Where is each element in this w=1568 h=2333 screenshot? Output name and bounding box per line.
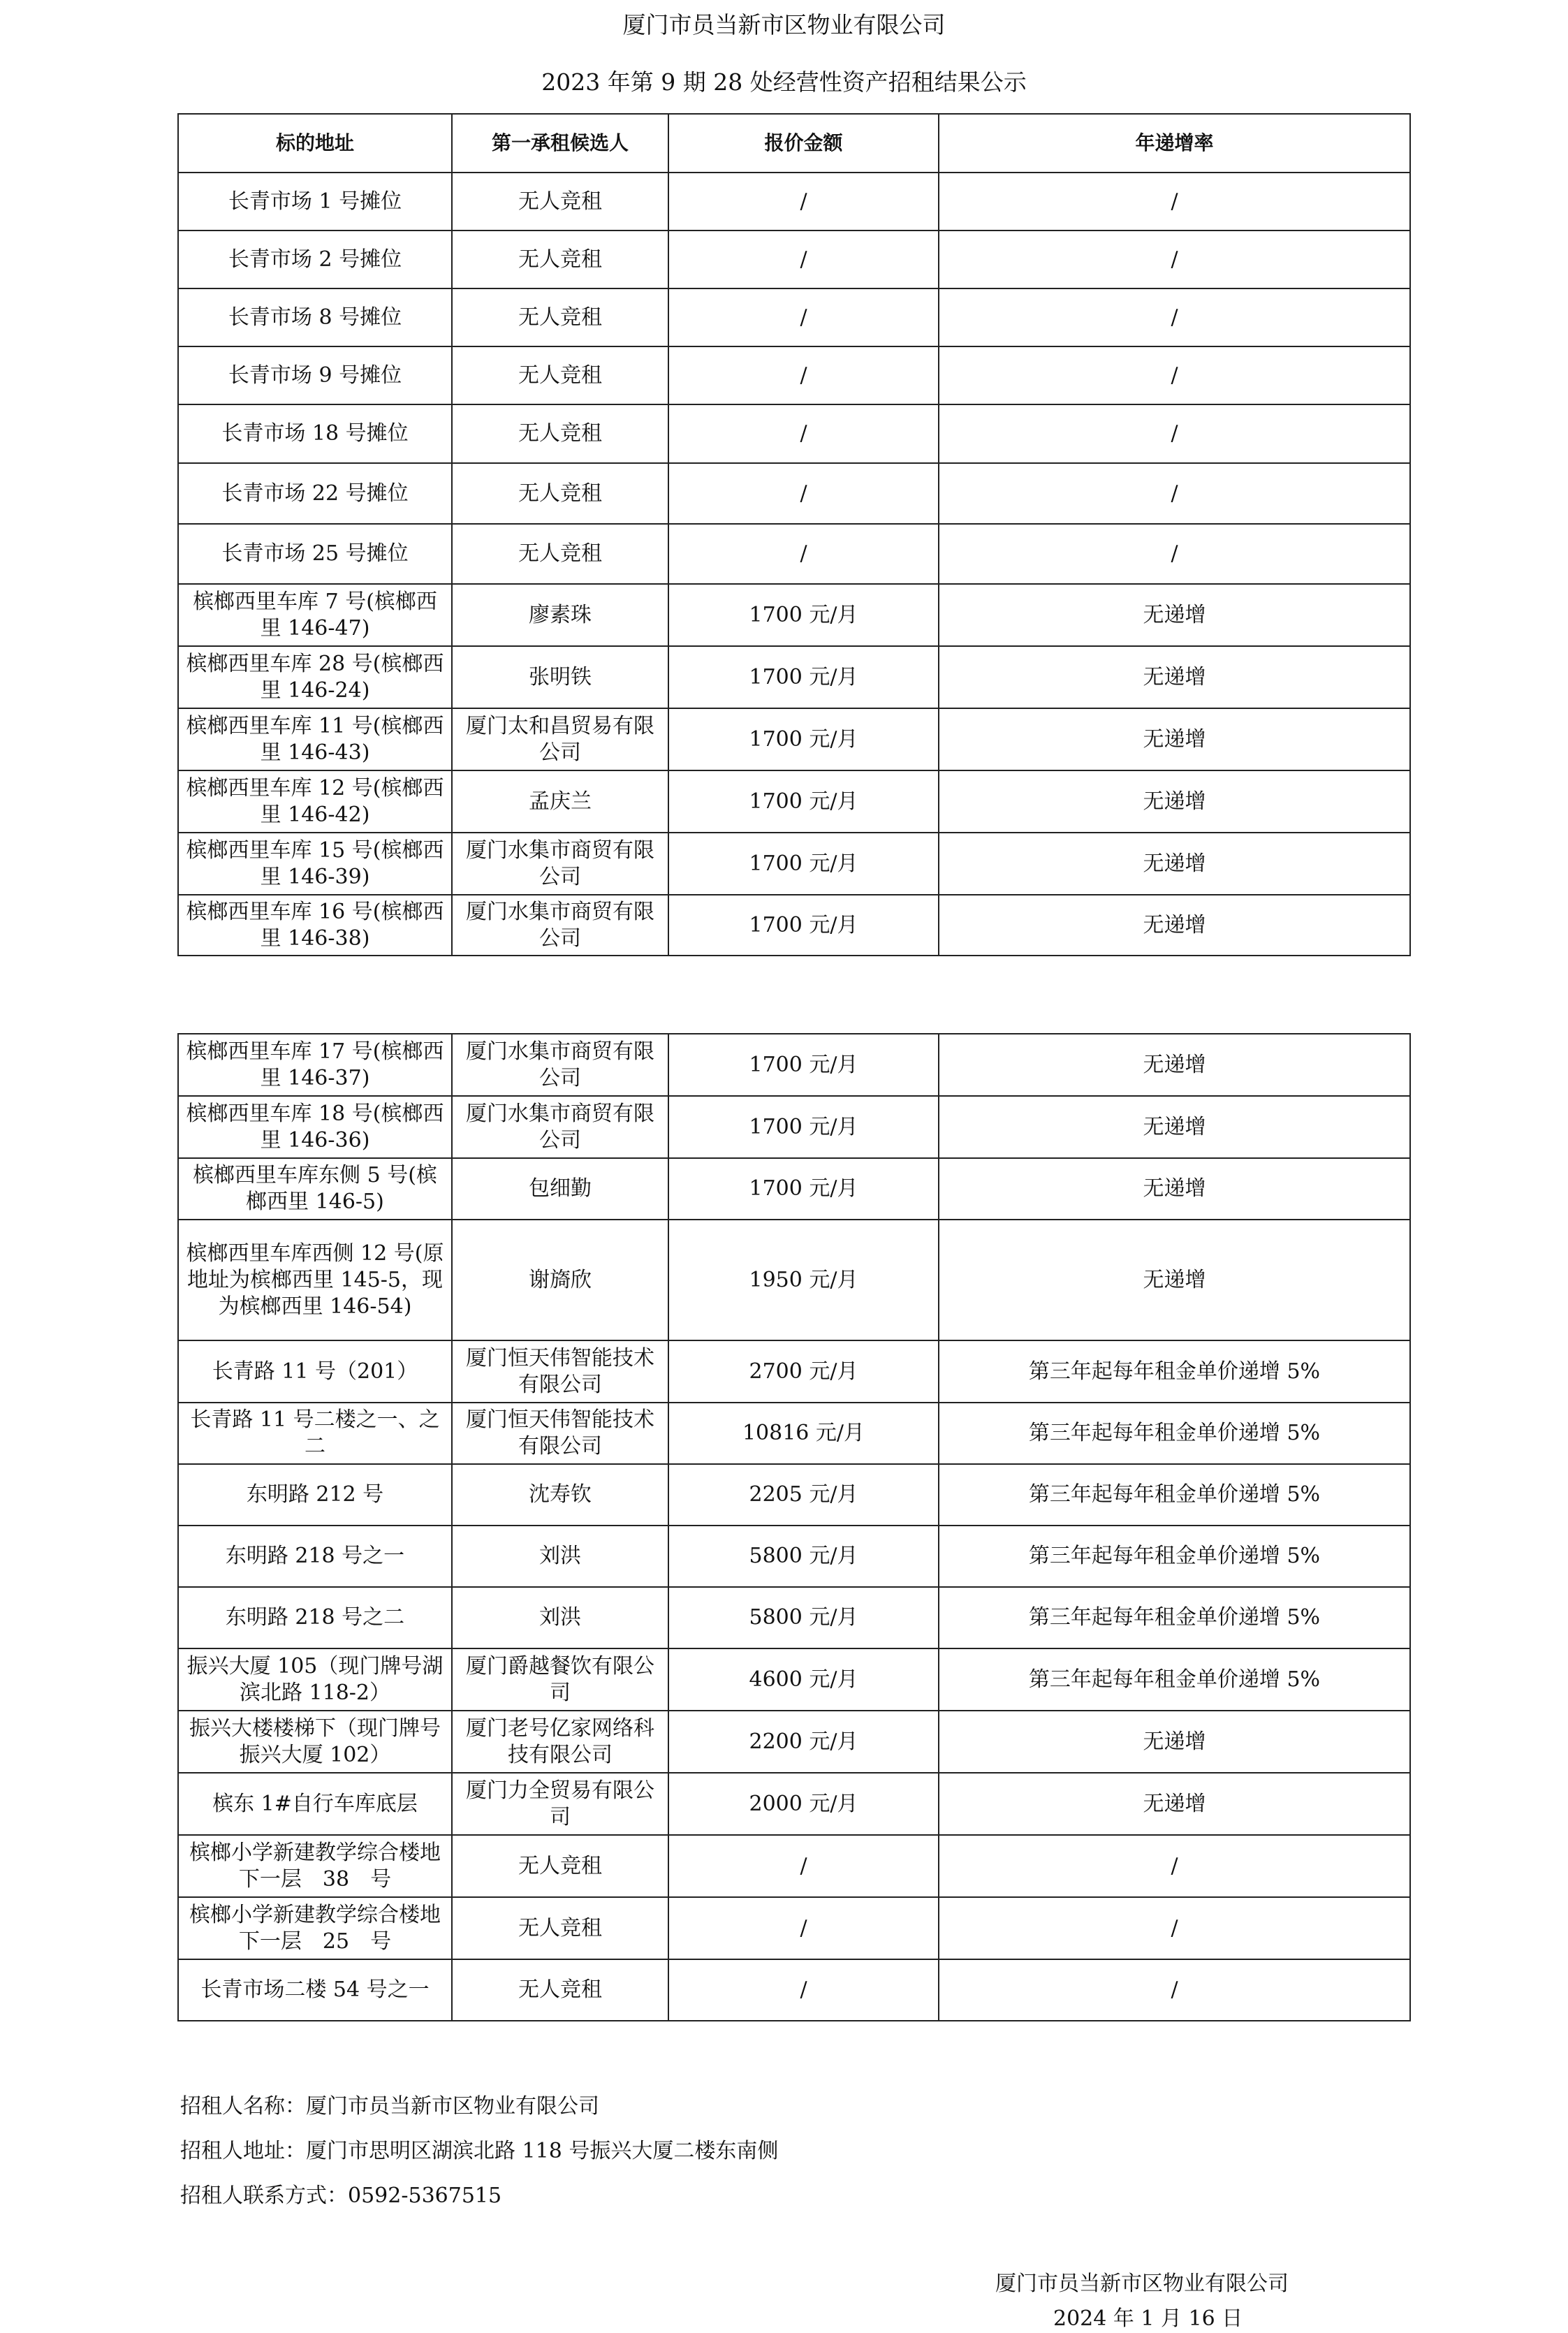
cell-price: /: [668, 1835, 939, 1897]
cell-candidate: 包细勤: [452, 1158, 668, 1220]
header-growth-rate: 年递增率: [939, 114, 1410, 173]
table-row: [178, 463, 1410, 524]
cell-candidate: 孟庆兰: [452, 770, 668, 833]
cell-address: 长青路 11 号（201）: [178, 1340, 452, 1403]
table-row: [178, 1403, 1410, 1464]
cell-candidate: 无人竞租: [452, 1959, 668, 2021]
table-row: [178, 288, 1410, 346]
table-row: [178, 1587, 1410, 1648]
table-row: [178, 1773, 1410, 1835]
cell-address: 长青路 11 号二楼之一、之二: [178, 1403, 452, 1464]
table-row: [178, 1464, 1410, 1526]
cell-growth-rate: /: [939, 524, 1410, 584]
cell-candidate: 无人竞租: [452, 173, 668, 231]
cell-price: /: [668, 524, 939, 584]
cell-growth-rate: /: [939, 404, 1410, 463]
cell-price: 5800 元/月: [668, 1587, 939, 1648]
table-row: [178, 1648, 1410, 1711]
table-row: [178, 770, 1410, 833]
cell-address: 东明路 212 号: [178, 1464, 452, 1526]
cell-address: 长青市场 1 号摊位: [178, 173, 452, 231]
cell-growth-rate: 无递增: [939, 1711, 1410, 1773]
cell-address: 东明路 218 号之二: [178, 1587, 452, 1648]
cell-price: 1700 元/月: [668, 708, 939, 770]
cell-growth-rate: /: [939, 463, 1410, 524]
table-row: [178, 1340, 1410, 1403]
cell-candidate: 无人竞租: [452, 404, 668, 463]
table-row: [178, 1711, 1410, 1773]
document-subtitle: 2023 年第 9 期 28 处经营性资产招租结果公示: [541, 68, 1027, 96]
cell-candidate: 厦门恒天伟智能技术有限公司: [452, 1340, 668, 1403]
cell-address: 长青市场 22 号摊位: [178, 463, 452, 524]
table-row: [178, 231, 1410, 288]
cell-candidate: 厦门恒天伟智能技术有限公司: [452, 1403, 668, 1464]
table-row: [178, 1096, 1410, 1158]
table-row: [178, 1897, 1410, 1959]
table-row: [178, 584, 1410, 646]
table-row: [178, 173, 1410, 231]
table-row: [178, 1034, 1410, 1096]
cell-address: 东明路 218 号之一: [178, 1526, 452, 1587]
cell-address: 槟榔西里车库 11 号(槟榔西里 146-43): [178, 708, 452, 770]
cell-price: /: [668, 173, 939, 231]
lessor-address: 招租人地址：厦门市思明区湖滨北路 118 号振兴大厦二楼东南侧: [180, 2139, 779, 2163]
cell-growth-rate: /: [939, 346, 1410, 404]
cell-price: /: [668, 404, 939, 463]
cell-growth-rate: 第三年起每年租金单价递增 5%: [939, 1340, 1410, 1403]
lessor-name: 招租人名称：厦门市员当新市区物业有限公司: [180, 2094, 599, 2119]
cell-address: 槟榔西里车库 16 号(槟榔西里 146-38): [178, 895, 452, 956]
cell-growth-rate: 第三年起每年租金单价递增 5%: [939, 1464, 1410, 1526]
header-price: 报价金额: [668, 114, 939, 173]
cell-growth-rate: 无递增: [939, 646, 1410, 708]
cell-address: 槟榔西里车库 18 号(槟榔西里 146-36): [178, 1096, 452, 1158]
cell-growth-rate: 第三年起每年租金单价递增 5%: [939, 1526, 1410, 1587]
cell-candidate: 厦门爵越餐饮有限公司: [452, 1648, 668, 1711]
cell-candidate: 无人竞租: [452, 346, 668, 404]
cell-candidate: 厦门力全贸易有限公司: [452, 1773, 668, 1835]
cell-candidate: 厦门太和昌贸易有限公司: [452, 708, 668, 770]
cell-price: /: [668, 346, 939, 404]
lessor-contact: 招租人联系方式：0592-5367515: [180, 2184, 502, 2208]
cell-candidate: 无人竞租: [452, 463, 668, 524]
cell-candidate: 无人竞租: [452, 1897, 668, 1959]
cell-growth-rate: /: [939, 1835, 1410, 1897]
cell-address: 槟榔西里车库东侧 5 号(槟榔西里 146-5): [178, 1158, 452, 1220]
cell-price: /: [668, 1959, 939, 2021]
cell-growth-rate: /: [939, 173, 1410, 231]
signature-company: 厦门市员当新市区物业有限公司: [995, 2272, 1289, 2296]
cell-growth-rate: /: [939, 1959, 1410, 2021]
cell-price: 5800 元/月: [668, 1526, 939, 1587]
cell-candidate: 谢旖欣: [452, 1220, 668, 1340]
cell-growth-rate: 无递增: [939, 1096, 1410, 1158]
cell-address: 槟榔西里车库 15 号(槟榔西里 146-39): [178, 833, 452, 895]
cell-candidate: 廖素珠: [452, 584, 668, 646]
cell-price: 1700 元/月: [668, 895, 939, 956]
table-row: [178, 346, 1410, 404]
table-row: [178, 404, 1410, 463]
table-row: [178, 646, 1410, 708]
cell-price: 1700 元/月: [668, 1096, 939, 1158]
table-row: [178, 708, 1410, 770]
table-body-page-2: [178, 1034, 1410, 2021]
cell-price: 2200 元/月: [668, 1711, 939, 1773]
table-row: [178, 1835, 1410, 1897]
cell-growth-rate: /: [939, 288, 1410, 346]
cell-address: 长青市场 9 号摊位: [178, 346, 452, 404]
cell-growth-rate: 无递增: [939, 1034, 1410, 1096]
cell-address: 槟榔西里车库西侧 12 号(原地址为槟榔西里 145-5，现为槟榔西里 146-54): [178, 1220, 452, 1340]
cell-candidate: 厦门老号亿家网络科技有限公司: [452, 1711, 668, 1773]
cell-address: 槟榔西里车库 12 号(槟榔西里 146-42): [178, 770, 452, 833]
cell-address: 槟东 1#自行车库底层: [178, 1773, 452, 1835]
cell-price: /: [668, 463, 939, 524]
cell-growth-rate: 第三年起每年租金单价递增 5%: [939, 1587, 1410, 1648]
cell-address: 长青市场二楼 54 号之一: [178, 1959, 452, 2021]
cell-address: 槟榔小学新建教学综合楼地下一层 25 号: [178, 1897, 452, 1959]
signature-date: 2024 年 1 月 16 日: [1053, 2306, 1243, 2331]
cell-candidate: 无人竞租: [452, 1835, 668, 1897]
cell-address: 振兴大楼楼梯下（现门牌号 振兴大厦 102）: [178, 1711, 452, 1773]
header-candidate: 第一承租候选人: [452, 114, 668, 173]
cell-address: 槟榔西里车库 17 号(槟榔西里 146-37): [178, 1034, 452, 1096]
table-row: [178, 895, 1410, 956]
cell-candidate: 无人竞租: [452, 524, 668, 584]
cell-price: 1700 元/月: [668, 646, 939, 708]
cell-candidate: 厦门水集市商贸有限公司: [452, 1034, 668, 1096]
cell-address: 振兴大厦 105（现门牌号湖滨北路 118-2）: [178, 1648, 452, 1711]
results-table-page-1: [177, 113, 1411, 956]
cell-growth-rate: 无递增: [939, 895, 1410, 956]
cell-growth-rate: 无递增: [939, 1158, 1410, 1220]
cell-candidate: 厦门水集市商贸有限公司: [452, 1096, 668, 1158]
cell-address: 槟榔小学新建教学综合楼地下一层 38 号: [178, 1835, 452, 1897]
cell-address: 长青市场 18 号摊位: [178, 404, 452, 463]
cell-address: 槟榔西里车库 7 号(槟榔西里 146-47): [178, 584, 452, 646]
cell-candidate: 无人竞租: [452, 288, 668, 346]
cell-price: 1700 元/月: [668, 833, 939, 895]
cell-price: 1700 元/月: [668, 1158, 939, 1220]
cell-price: 4600 元/月: [668, 1648, 939, 1711]
table-row: [178, 1526, 1410, 1587]
cell-growth-rate: 无递增: [939, 1220, 1410, 1340]
cell-price: 10816 元/月: [668, 1403, 939, 1464]
cell-candidate: 无人竞租: [452, 231, 668, 288]
cell-address: 长青市场 25 号摊位: [178, 524, 452, 584]
cell-address: 长青市场 8 号摊位: [178, 288, 452, 346]
cell-candidate: 刘洪: [452, 1526, 668, 1587]
cell-price: 2205 元/月: [668, 1464, 939, 1526]
table-row: [178, 1158, 1410, 1220]
table-body-page-1: [178, 173, 1410, 956]
cell-price: 2700 元/月: [668, 1340, 939, 1403]
cell-growth-rate: /: [939, 1897, 1410, 1959]
cell-candidate: 厦门水集市商贸有限公司: [452, 833, 668, 895]
cell-price: 1700 元/月: [668, 584, 939, 646]
cell-price: 1700 元/月: [668, 770, 939, 833]
cell-price: 2000 元/月: [668, 1773, 939, 1835]
cell-candidate: 刘洪: [452, 1587, 668, 1648]
cell-growth-rate: 无递增: [939, 708, 1410, 770]
cell-growth-rate: 无递增: [939, 1773, 1410, 1835]
table-header-row: [178, 114, 1410, 173]
cell-growth-rate: /: [939, 231, 1410, 288]
cell-price: /: [668, 231, 939, 288]
cell-address: 槟榔西里车库 28 号(槟榔西里 146-24): [178, 646, 452, 708]
header-address: 标的地址: [178, 114, 452, 173]
results-table-page-2: [177, 1033, 1411, 2021]
document-title: 厦门市员当新市区物业有限公司: [622, 11, 946, 38]
table-row: [178, 1220, 1410, 1340]
cell-growth-rate: 无递增: [939, 584, 1410, 646]
cell-growth-rate: 第三年起每年租金单价递增 5%: [939, 1648, 1410, 1711]
cell-price: 1700 元/月: [668, 1034, 939, 1096]
table-row: [178, 833, 1410, 895]
cell-price: 1950 元/月: [668, 1220, 939, 1340]
cell-candidate: 沈寿钦: [452, 1464, 668, 1526]
cell-candidate: 张明铁: [452, 646, 668, 708]
cell-growth-rate: 第三年起每年租金单价递增 5%: [939, 1403, 1410, 1464]
cell-candidate: 厦门水集市商贸有限公司: [452, 895, 668, 956]
cell-address: 长青市场 2 号摊位: [178, 231, 452, 288]
cell-growth-rate: 无递增: [939, 770, 1410, 833]
cell-price: /: [668, 1897, 939, 1959]
table-row: [178, 1959, 1410, 2021]
cell-growth-rate: 无递增: [939, 833, 1410, 895]
table-row: [178, 524, 1410, 584]
cell-price: /: [668, 288, 939, 346]
